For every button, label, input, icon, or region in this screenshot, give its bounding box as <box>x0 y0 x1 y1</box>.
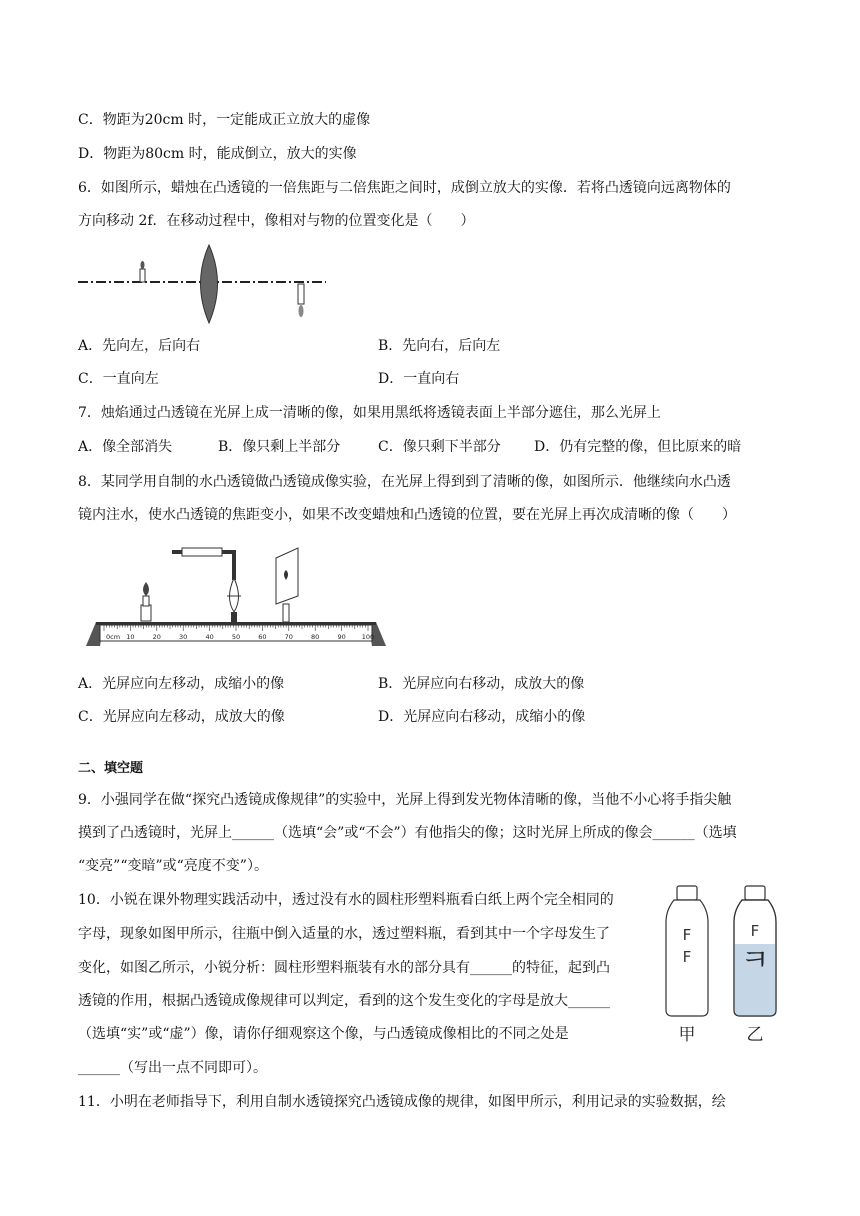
candle-icon <box>140 261 145 282</box>
q7-option-a: A．像全部消失 <box>78 439 173 455</box>
q9-line2: 摸到了凸透镜时，光屏上______（选填“会”或“不会”）有他指尖的像；这时光屏上所成的像会______（选填 <box>78 825 737 841</box>
water-lens-icon <box>172 548 241 622</box>
ruler-label: 50 <box>231 633 241 641</box>
q10-line4: 透镜的作用，根据凸透镜成像规律可以判定，看到的这个发生变化的字母是放大______ <box>78 993 610 1009</box>
candle-icon <box>141 582 151 621</box>
q8-option-d: D．光屏应向右移动，成缩小的像 <box>378 709 586 725</box>
q10-line3: 变化，如图乙所示，小锐分析：圆柱形塑料瓶装有水的部分具有______的特征，起到凸 <box>78 960 610 976</box>
label-jia: 甲 <box>678 1025 696 1044</box>
q8-optical-bench-figure <box>86 538 386 650</box>
bottle-yi-letter-2: ㅋ <box>740 943 770 978</box>
bottle-jia-letter-2: F <box>682 948 692 966</box>
q11-line1: 11．小明在老师指导下，利用自制水透镜探究凸透镜成像的规律，如图甲所示，利用记录的实验数据，绘 <box>78 1094 726 1110</box>
q10-line1: 10．小锐在课外物理实践活动中，透过没有水的圆柱形塑料瓶看白纸上两个完全相同的 <box>78 892 614 908</box>
ruler-label: 10 <box>126 633 135 641</box>
ruler-label: 40 <box>205 633 214 641</box>
q7-option-d: D．仍有完整的像，但比原来的暗 <box>534 439 742 455</box>
q6-stem-line2: 方向移动 2f．在移动过程中，像相对与物的位置变化是（ ） <box>78 213 475 229</box>
ruler-label: 30 <box>179 633 188 641</box>
q6-lens-candle-figure <box>76 243 332 325</box>
light-screen-icon <box>276 548 298 622</box>
q5-option-d: D．物距为80cm 时，能成倒立，放大的实像 <box>78 146 357 162</box>
q9-line3: “变亮”“变暗”或“亮度不变”）。 <box>78 858 268 874</box>
q6-stem-line1: 6．如图所示，蜡烛在凸透镜的一倍焦距与二倍焦距之间时，成倒立放大的实像．若将凸透镜向远离物体的 <box>78 180 731 196</box>
ruler-label: 80 <box>311 633 320 641</box>
convex-lens-icon <box>201 245 218 323</box>
q10-bottles-figure <box>660 884 784 1044</box>
ruler-label: 60 <box>258 633 267 641</box>
q8-stem-line2: 镜内注水，使水凸透镜的焦距变小，如果不改变蜡烛和凸透镜的位置，要在光屏上再次成清晰的像（ ） <box>78 507 736 523</box>
q6-option-d: D．一直向右 <box>378 371 460 387</box>
q5-option-c: C．物距为20cm 时，一定能成正立放大的虚像 <box>78 112 371 128</box>
ruler-label: 70 <box>284 633 293 641</box>
bottle-jia <box>666 886 708 1016</box>
section-title-fill-in: 二、填空题 <box>78 761 144 776</box>
q9-line1: 9．小强同学在做“探究凸透镜成像规律”的实验中，光屏上得到发光物体清晰的像，当他不小心将手指尖触 <box>78 792 732 808</box>
label-yi: 乙 <box>746 1025 764 1044</box>
ruler-label: 90 <box>337 633 346 641</box>
q10-line6: ______（写出一点不同即可）。 <box>78 1060 267 1076</box>
q7-option-c: C．像只剩下半部分 <box>378 439 501 455</box>
ruler-label: 100 <box>361 633 375 641</box>
q6-option-c: C．一直向左 <box>78 371 159 387</box>
q6-option-b: B．先向右，后向左 <box>378 338 501 354</box>
bottle-yi <box>734 886 776 1016</box>
bottle-yi-letter-1: F <box>750 922 760 940</box>
q10-line5: （选填“实”或“虚”）像，请你仔细观察这个像，与凸透镜成像相比的不同之处是 <box>78 1026 569 1042</box>
q8-stem-line1: 8．某同学用自制的水凸透镜做凸透镜成像实验，在光屏上得到到了清晰的像，如图所示．他继续向水凸透 <box>78 474 731 490</box>
q10-line2: 字母，现象如图甲所示，往瓶中倒入适量的水，透过塑料瓶，看到其中一个字母发生了 <box>78 926 610 942</box>
ruler-label: 20 <box>152 633 161 641</box>
bottle-jia-letter-1: F <box>682 926 692 944</box>
q7-stem: 7．烛焰通过凸透镜在光屏上成一清晰的像，如果用黑纸将透镜表面上半部分遮住，那么光屏上 <box>78 405 661 421</box>
q7-option-b: B．像只剩上半部分 <box>218 439 341 455</box>
q8-option-a: A．光屏应向左移动，成缩小的像 <box>78 676 285 692</box>
ruler-label: 0cm <box>106 633 121 641</box>
q8-option-c: C．光屏应向左移动，成放大的像 <box>78 709 285 725</box>
inverted-image-icon <box>298 284 304 317</box>
q8-option-b: B．光屏应向右移动，成放大的像 <box>378 676 585 692</box>
q6-option-a: A．先向左，后向右 <box>78 338 201 354</box>
